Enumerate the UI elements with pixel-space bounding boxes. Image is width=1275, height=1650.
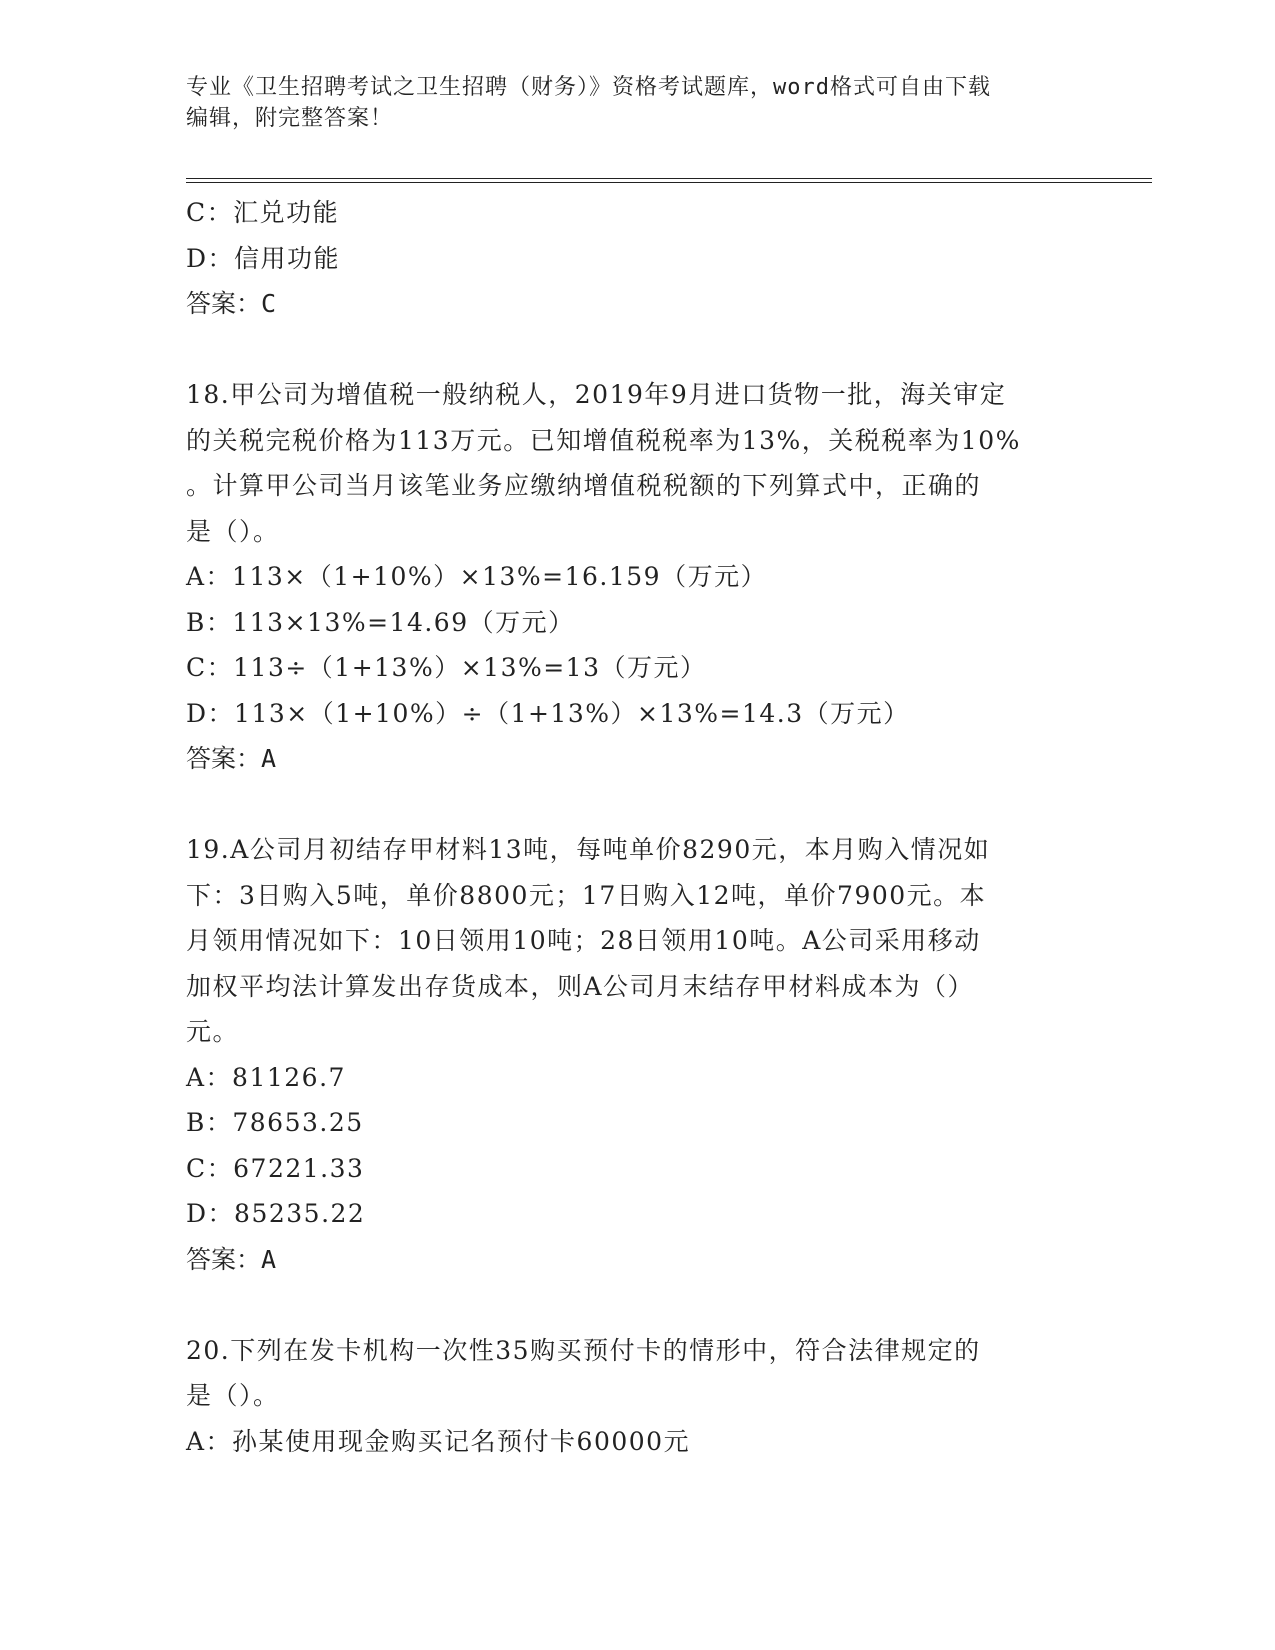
q20-option-a: A：孙某使用现金购买记名预付卡60000元 [186, 1426, 691, 1456]
q19-option-a: A：81126.7 [186, 1062, 346, 1092]
q19-option-b: B：78653.25 [186, 1108, 364, 1137]
question-body [186, 190, 1086, 1464]
spacer [186, 327, 1086, 373]
header-rule-top [186, 178, 1152, 179]
header-line-1: 专业《卫生招聘考试之卫生招聘（财务）》资格考试题库，word格式可自由下载 [186, 75, 991, 100]
header-line-2: 编辑，附完整答案！ [186, 106, 394, 131]
q18-answer: 答案：A [186, 744, 277, 773]
q17-answer: 答案：C [186, 289, 277, 318]
q19-answer: 答案：A [186, 1244, 277, 1274]
q17-option-c: C：汇兑功能 [186, 198, 340, 227]
q19-stem-line: 下：3日购入5吨，单价8800元；17日购入12吨，单价7900元。本 [186, 880, 987, 910]
q18-stem-line: 的关税完税价格为113万元。已知增值税税率为13%，关税税率为10% [186, 425, 1021, 455]
q20-stem-line: 20.下列在发卡机构一次性35购买预付卡的情形中，符合法律规定的 [186, 1335, 981, 1365]
q19-stem-line: 元。 [186, 1017, 240, 1046]
q19-option-d: D：85235.22 [186, 1199, 366, 1228]
question-20 [186, 1328, 1086, 1465]
q18-option-a: A：113×（1+10%）×13%=16.159（万元） [186, 562, 768, 591]
q18-option-d: D：113×（1+10%）÷（1+13%）×13%=14.3（万元） [186, 698, 910, 728]
q18-stem-line: 。计算甲公司当月该笔业务应缴纳增值税税额的下列算式中，正确的 [186, 471, 982, 500]
question-19 [186, 827, 1086, 1282]
q19-stem-line: 19.A公司月初结存甲材料13吨，每吨单价8290元，本月购入情况如 [186, 835, 991, 864]
q17-option-d: D：信用功能 [186, 243, 341, 273]
header-rule-bottom [186, 182, 1152, 183]
spacer [186, 782, 1086, 828]
q18-option-c: C：113÷（1+13%）×13%=13（万元） [186, 653, 707, 682]
spacer [186, 1282, 1086, 1328]
document-header [186, 72, 1066, 134]
q18-stem-line: 18.甲公司为增值税一般纳税人，2019年9月进口货物一批，海关审定 [186, 380, 1007, 409]
q19-option-c: C：67221.33 [186, 1153, 365, 1183]
q18-stem-line: 是（）。 [186, 516, 280, 546]
question-17 [186, 190, 1086, 327]
question-18 [186, 372, 1086, 782]
q19-stem-line: 加权平均法计算发出存货成本，则A公司月末结存甲材料成本为（） [186, 971, 975, 1001]
q20-stem-line: 是（）。 [186, 1381, 280, 1410]
q18-option-b: B：113×13%=14.69（万元） [186, 607, 575, 637]
q19-stem-line: 月领用情况如下：10日领用10吨；28日领用10吨。A公司采用移动 [186, 926, 981, 955]
